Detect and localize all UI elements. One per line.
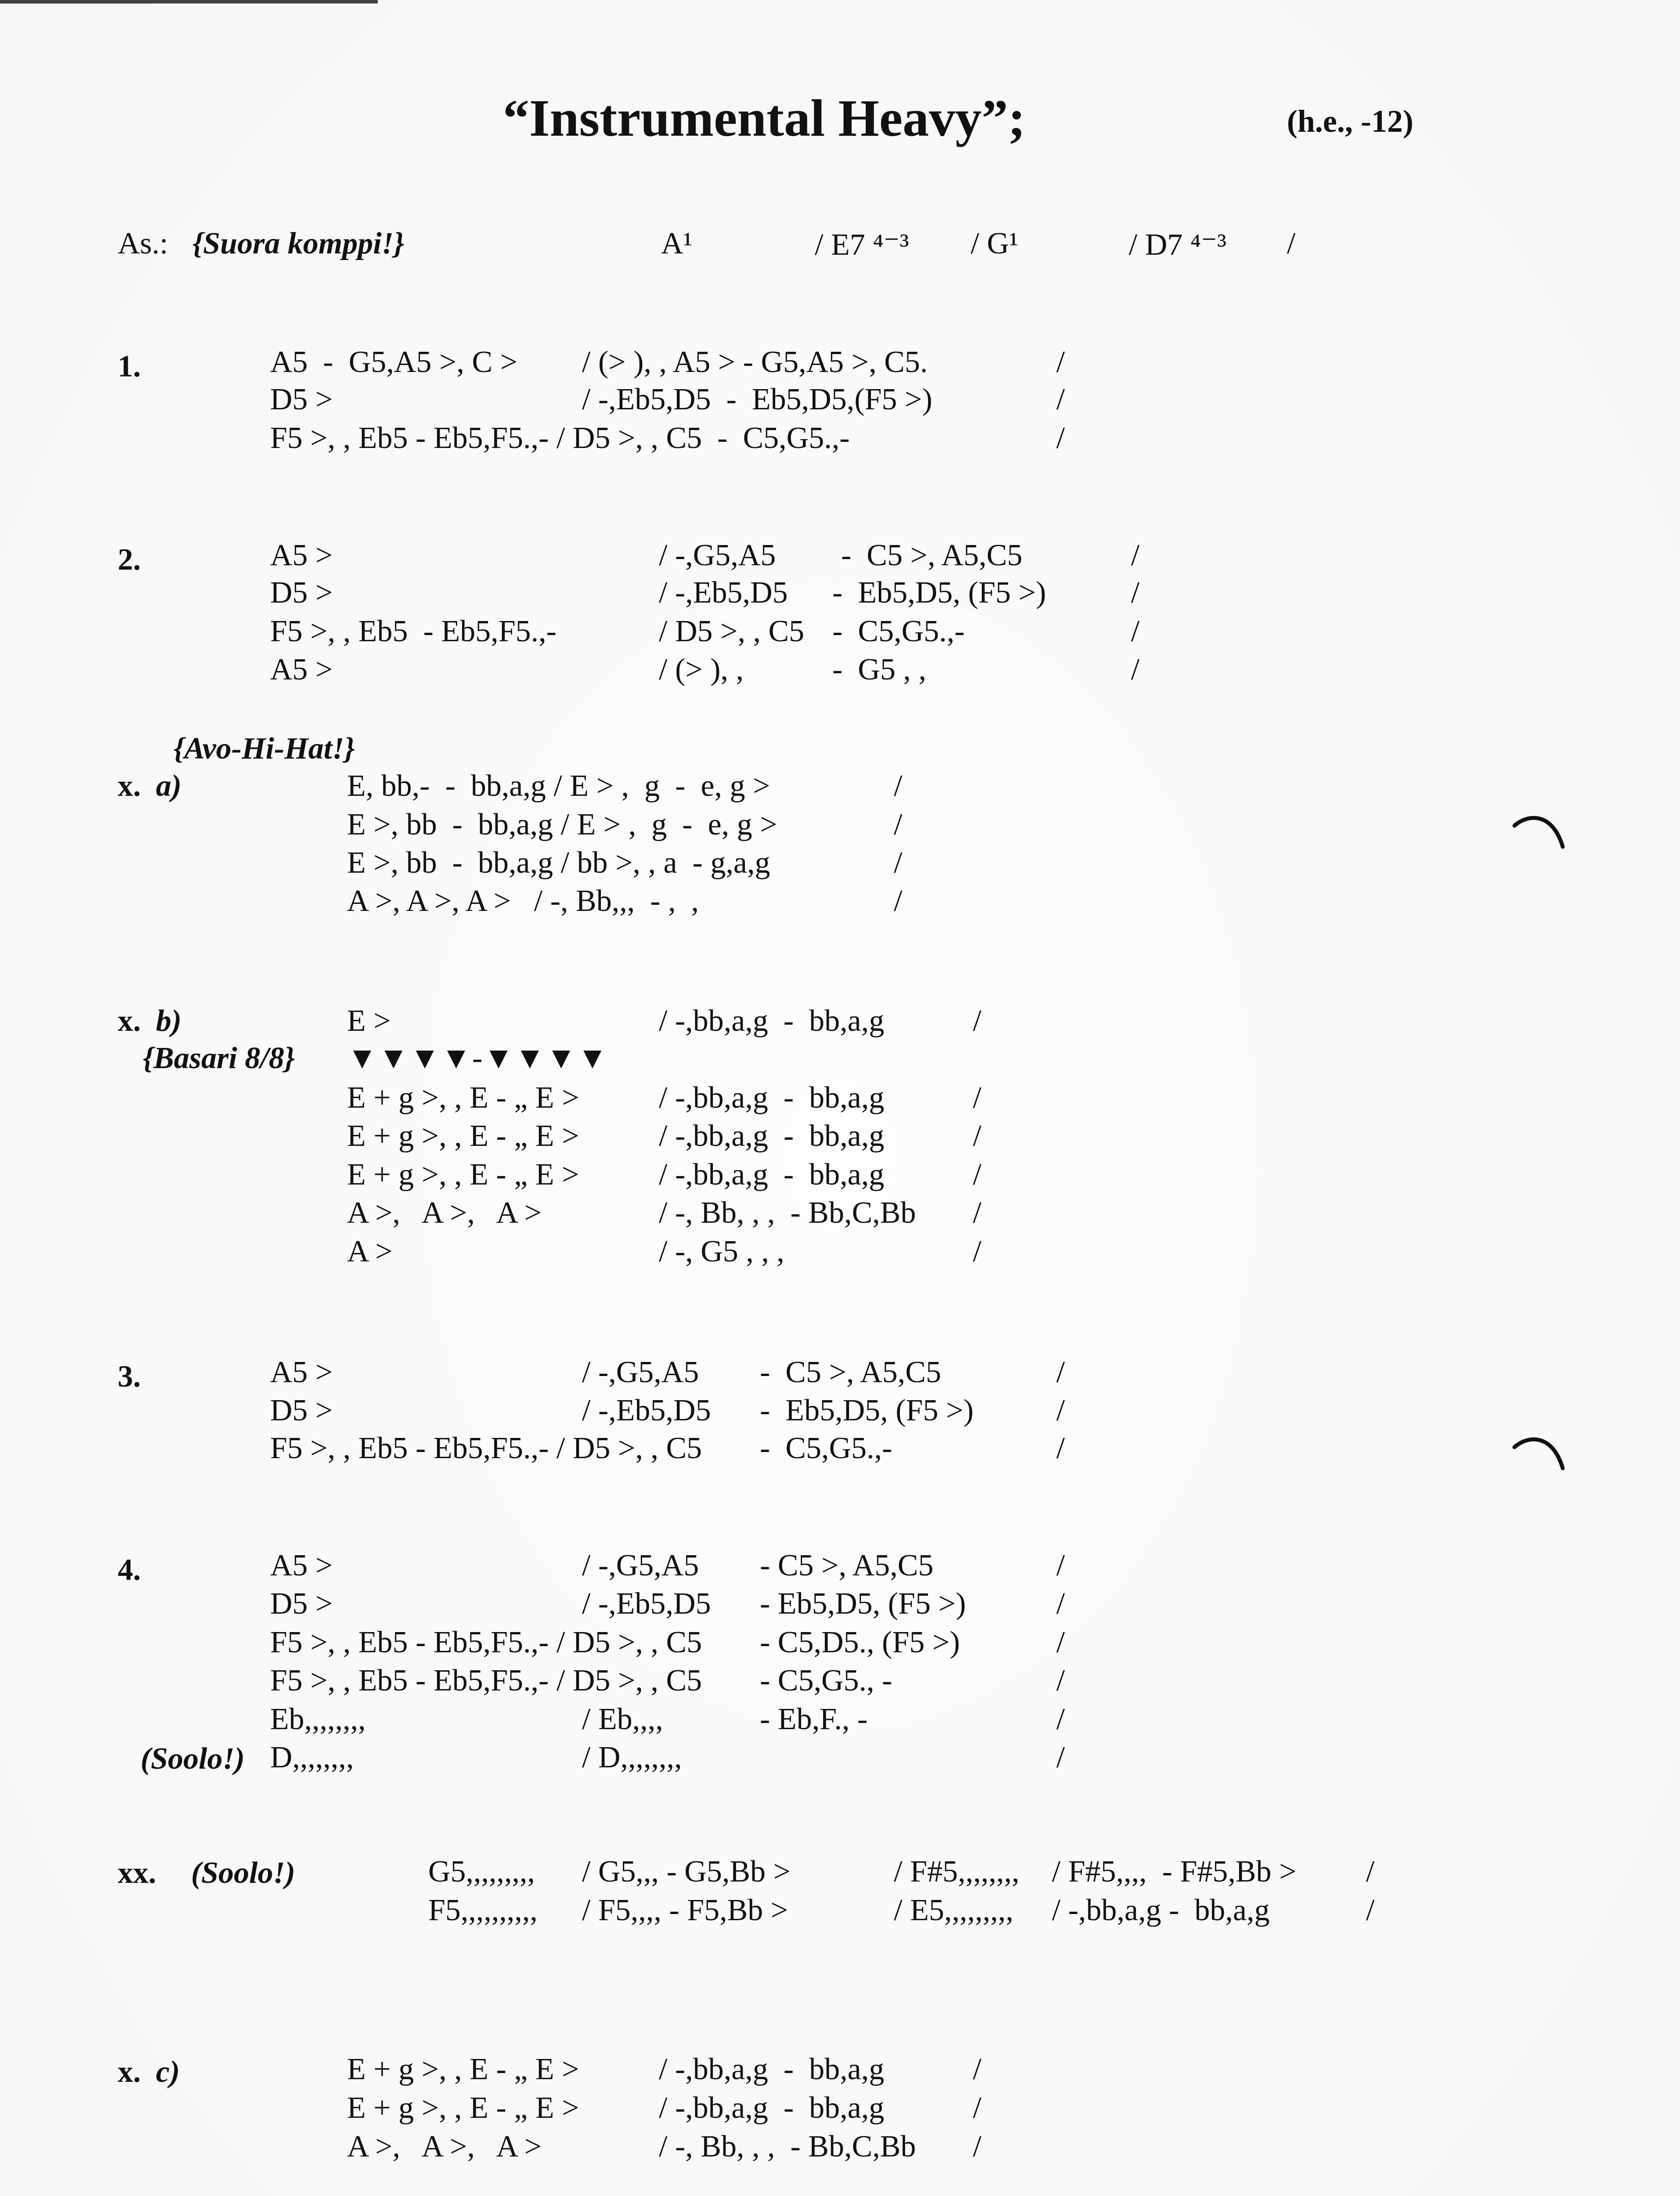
xc-row3-bar: / [973, 2130, 982, 2163]
s1-row3-a: F5 >, , Eb5 - Eb5,F5.,- / D5 >, , C5 - C5,G5.,- [270, 421, 850, 455]
xb-sublabel: b) [156, 1004, 182, 1038]
xa-sublabel: a) [156, 769, 182, 803]
xa-instruction: {Avo-Hi-Hat!} [173, 732, 355, 766]
s4-row5-c: - Eb,F., - [760, 1702, 868, 1736]
s3-row1-bar: / [1056, 1355, 1065, 1389]
intro-instruction: {Suora komppi!} [192, 227, 405, 260]
s3-row1-c: - C5 >, A5,C5 [760, 1355, 941, 1389]
scan-edge-mark [0, 0, 378, 4]
s4-row3-bar: / [1056, 1625, 1065, 1659]
s4-row4-c: - C5,G5., - [760, 1664, 892, 1698]
intro-chord-4: / D7 ⁴⁻³ [1129, 228, 1227, 262]
xb-row5-b: / -, Bb, , , - Bb,C,Bb [659, 1196, 916, 1230]
s1-row2-bar: / [1056, 383, 1065, 416]
s2-row4-b: / (> ), , [659, 653, 744, 686]
xx-solo-label: (Soolo!) [191, 1856, 296, 1890]
xa-row2-bar: / [894, 808, 903, 842]
s4-row1-a: A5 > [270, 1549, 333, 1582]
xx-row2-a: F5,,,,,,,,,, [428, 1893, 538, 1927]
xb-row5-bar: / [973, 1196, 982, 1230]
xx-row1-b: / G5,,, - G5,Bb > [582, 1855, 791, 1889]
s4-row4-a: F5 >, , Eb5 - Eb5,F5.,- / D5 >, , C5 [270, 1664, 702, 1698]
xx-row1-a: G5,,,,,,,,, [428, 1855, 535, 1889]
xb-row3-b: / -,bb,a,g - bb,a,g [659, 1119, 885, 1153]
s2-row4-c: - G5 , , [832, 653, 926, 686]
xx-row2-b: / F5,,,, - F5,Bb > [582, 1893, 788, 1927]
intro-chord-1: A¹ [661, 227, 693, 260]
s2-row3-b: / D5 >, , C5 [659, 614, 805, 648]
xb-row4-b: / -,bb,a,g - bb,a,g [659, 1158, 885, 1192]
xb-label: x. [118, 1004, 141, 1038]
s4-row3-c: - C5,D5., (F5 >) [760, 1625, 960, 1659]
s3-row2-a: D5 > [270, 1394, 333, 1427]
xa-row3-bar: / [894, 846, 903, 880]
xc-row2-bar: / [973, 2091, 982, 2125]
s4-row3-a: F5 >, , Eb5 - Eb5,F5.,- / D5 >, , C5 [270, 1625, 702, 1659]
xa-row2: E >, bb - bb,a,g / E > , g - e, g > [347, 808, 777, 842]
xc-row2-b: / -,bb,a,g - bb,a,g [659, 2091, 885, 2125]
s2-row3-bar: / [1131, 614, 1140, 648]
page-title: “Instrumental Heavy”; [503, 89, 1026, 147]
s2-row4-a: A5 > [270, 653, 333, 686]
s4-row5-bar: / [1056, 1702, 1065, 1736]
xb-row5-a: A >, A >, A > [347, 1196, 542, 1230]
xb-row4-a: E + g >, , E - „ E > [347, 1158, 579, 1192]
intro-end-bar: / [1287, 227, 1296, 260]
xb-hihat-triangles: ▼▼▼▼-▼▼▼▼ [347, 1041, 609, 1075]
s3-row2-bar: / [1056, 1394, 1065, 1427]
s4-row4-bar: / [1056, 1664, 1065, 1698]
s2-row2-bar: / [1131, 576, 1140, 610]
s4-row2-bar: / [1056, 1587, 1065, 1621]
xc-row1-bar: / [973, 2052, 982, 2086]
s4-row6-bar: / [1056, 1741, 1065, 1774]
xx-row1-d: / F#5,,,, - F#5,Bb > [1052, 1855, 1297, 1889]
xa-label: x. [118, 769, 141, 803]
xb-instruction: {Basari 8/8} [143, 1041, 295, 1075]
margin-arc-mark-upper [1511, 808, 1568, 856]
xc-row2-a: E + g >, , E - „ E > [347, 2091, 579, 2125]
xb-row2-a: E + g >, , E - „ E > [347, 1081, 579, 1115]
s1-row1-b: / (> ), , A5 > - G5,A5 >, C5. [582, 345, 928, 379]
s2-row2-b: / -,Eb5,D5 [659, 576, 788, 610]
s4-row2-b: / -,Eb5,D5 [582, 1587, 711, 1621]
s4-row5-a: Eb,,,,,,,, [270, 1702, 366, 1736]
xx-row2-d: / -,bb,a,g - bb,a,g [1052, 1893, 1270, 1927]
s4-row1-c: - C5 >, A5,C5 [760, 1549, 934, 1582]
xa-row4: A >, A >, A > / -, Bb,,, - , , [347, 884, 699, 918]
xx-label: xx. [118, 1856, 156, 1890]
s1-row2-b: / -,Eb5,D5 - Eb5,D5,(F5 >) [582, 383, 932, 416]
s4-solo-label: (Soolo!) [141, 1742, 245, 1776]
xa-row4-bar: / [894, 884, 903, 918]
xb-row1-a: E > [347, 1004, 391, 1038]
key-note: (h.e., -12) [1287, 104, 1413, 139]
margin-arc-mark-lower [1511, 1430, 1568, 1478]
s2-row2-c: - Eb5,D5, (F5 >) [832, 576, 1046, 610]
xb-row6-a: A > [347, 1235, 393, 1268]
s2-row1-b: / -,G5,A5 [659, 538, 776, 572]
s4-row2-a: D5 > [270, 1587, 333, 1621]
s2-row1-c: - C5 >, A5,C5 [841, 538, 1022, 572]
s1-row1-a: A5 - G5,A5 >, C > [270, 345, 518, 379]
xa-row1-bar: / [894, 769, 903, 803]
xc-row1-a: E + g >, , E - „ E > [347, 2052, 579, 2086]
s3-row1-b: / -,G5,A5 [582, 1355, 699, 1389]
xb-row2-bar: / [973, 1081, 982, 1115]
xb-row6-b: / -, G5 , , , [659, 1235, 784, 1268]
s1-row2-a: D5 > [270, 383, 333, 416]
xx-row1-bar: / [1366, 1855, 1375, 1889]
intro-label: As.: [118, 227, 168, 260]
section-4-label: 4. [118, 1553, 141, 1587]
s3-row3-bar: / [1056, 1431, 1065, 1465]
xb-row4-bar: / [973, 1158, 982, 1192]
xb-row3-bar: / [973, 1119, 982, 1153]
section-1-label: 1. [118, 350, 141, 383]
s2-row1-bar: / [1131, 538, 1140, 572]
xb-row2-b: / -,bb,a,g - bb,a,g [659, 1081, 885, 1115]
s1-row1-bar: / [1056, 345, 1065, 379]
s2-row3-c: - C5,G5.,- [832, 614, 965, 648]
s4-row1-b: / -,G5,A5 [582, 1549, 699, 1582]
xc-row3-a: A >, A >, A > [347, 2130, 542, 2163]
xb-row3-a: E + g >, , E - „ E > [347, 1119, 579, 1153]
xc-row3-b: / -, Bb, , , - Bb,C,Bb [659, 2130, 916, 2163]
s1-row3-bar: / [1056, 421, 1065, 455]
xb-row1-bar: / [973, 1004, 982, 1038]
xc-sublabel: c) [156, 2055, 180, 2089]
section-2-label: 2. [118, 543, 141, 577]
s3-row2-c: - Eb5,D5, (F5 >) [760, 1394, 974, 1427]
xc-label: x. [118, 2055, 141, 2089]
xx-row2-c: / E5,,,,,,,,, [894, 1893, 1014, 1927]
s4-row2-c: - Eb5,D5, (F5 >) [760, 1587, 966, 1621]
s3-row3-c: - C5,G5.,- [760, 1431, 892, 1465]
xx-row2-bar: / [1366, 1893, 1375, 1927]
s4-row6-b: / D,,,,,,,, [582, 1741, 682, 1774]
s4-row6-a: D,,,,,,,, [270, 1741, 354, 1774]
xc-row1-b: / -,bb,a,g - bb,a,g [659, 2052, 885, 2086]
s2-row2-a: D5 > [270, 576, 333, 610]
s4-row1-bar: / [1056, 1549, 1065, 1582]
xa-row3: E >, bb - bb,a,g / bb >, , a - g,a,g [347, 846, 770, 880]
s2-row3-a: F5 >, , Eb5 - Eb5,F5.,- [270, 614, 556, 648]
s2-row4-bar: / [1131, 653, 1140, 686]
section-3-label: 3. [118, 1360, 141, 1394]
s3-row1-a: A5 > [270, 1355, 333, 1389]
s3-row3-a: F5 >, , Eb5 - Eb5,F5.,- / D5 >, , C5 [270, 1431, 702, 1465]
s2-row1-a: A5 > [270, 538, 333, 572]
xb-row1-b: / -,bb,a,g - bb,a,g [659, 1004, 885, 1038]
xb-row6-bar: / [973, 1235, 982, 1268]
intro-chord-2: / E7 ⁴⁻³ [815, 228, 909, 262]
s4-row5-b: / Eb,,,, [582, 1702, 663, 1736]
xa-row1: E, bb,- - bb,a,g / E > , g - e, g > [347, 769, 770, 803]
xx-row1-c: / F#5,,,,,,,, [894, 1855, 1019, 1889]
intro-chord-3: / G¹ [971, 227, 1019, 260]
s3-row2-b: / -,Eb5,D5 [582, 1394, 711, 1427]
